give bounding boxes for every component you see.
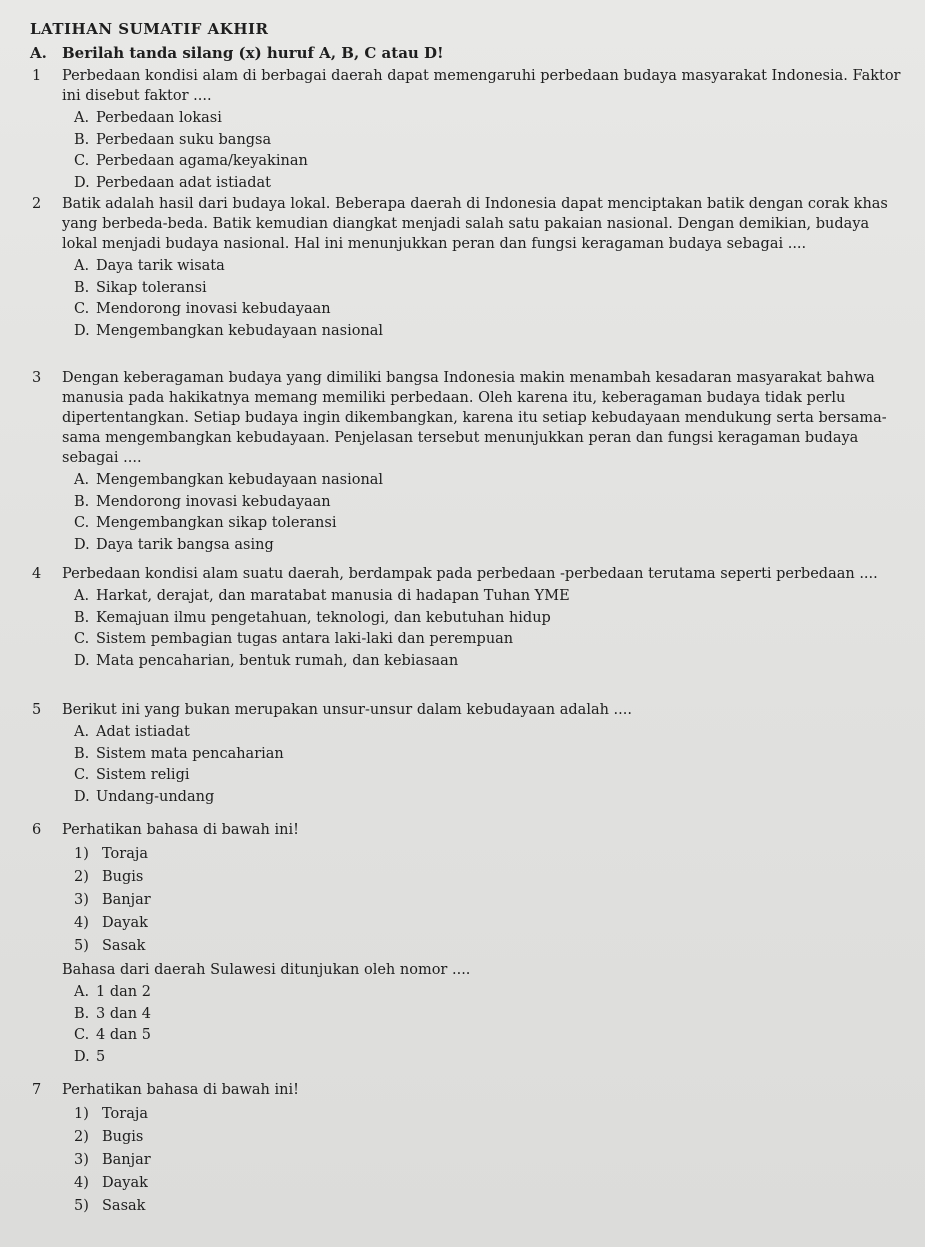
option-label: B. — [74, 131, 90, 148]
question-number: 3 — [32, 370, 42, 386]
option-label: C. — [74, 515, 90, 531]
option-label: C. — [74, 1027, 90, 1043]
option-a[interactable] — [74, 982, 902, 1004]
option-label: A. — [74, 588, 90, 604]
option-label: B. — [74, 1005, 90, 1022]
option-text: Sistem mata pencaharian — [96, 745, 284, 762]
list-label: 4) — [74, 1175, 89, 1191]
question-text: Perbedaan kondisi alam suatu daerah, berdampak pada perbedaan -perbedaan terutama seperti perbedaan .... — [62, 566, 878, 582]
option-label: D. — [74, 652, 90, 669]
option-label: C. — [74, 153, 90, 169]
list-text: Sasak — [102, 1198, 146, 1214]
question-text: Perhatikan bahasa di bawah ini! — [62, 822, 299, 838]
question-6 — [32, 820, 902, 1068]
option-list — [74, 722, 902, 808]
language-list — [74, 1103, 902, 1218]
list-item — [74, 912, 902, 935]
option-d[interactable] — [74, 173, 902, 195]
question-7 — [32, 1080, 902, 1218]
option-text: Mendorong inovasi kebudayaan — [96, 493, 331, 510]
question-1 — [32, 66, 902, 194]
list-text: Bugis — [102, 869, 144, 885]
option-b[interactable] — [74, 1004, 902, 1026]
list-item — [74, 889, 902, 912]
option-text: Perbedaan suku bangsa — [96, 131, 272, 148]
question-text: Perbedaan kondisi alam di berbagai daerah dapat memengaruhi perbedaan budaya masyarakat Indonesia. Faktor ini disebut faktor .... — [62, 68, 901, 104]
option-label: B. — [74, 745, 90, 762]
question-number: 6 — [32, 822, 42, 838]
option-label: A. — [74, 258, 90, 274]
list-item — [74, 1149, 902, 1172]
section-letter: A. — [30, 44, 47, 62]
option-a[interactable] — [74, 256, 902, 278]
list-item — [74, 1103, 902, 1126]
option-label: D. — [74, 322, 90, 339]
list-text: Banjar — [102, 892, 151, 908]
list-label: 4) — [74, 915, 89, 931]
list-item — [74, 1172, 902, 1195]
question-number: 2 — [32, 196, 42, 212]
option-c[interactable] — [74, 765, 902, 787]
option-b[interactable] — [74, 608, 902, 630]
followup-question: Bahasa dari daerah Sulawesi ditunjukan oleh nomor .... — [62, 962, 471, 978]
option-text: Kemajuan ilmu pengetahuan, teknologi, dan kebutuhan hidup — [96, 609, 551, 626]
option-text: Sistem religi — [96, 767, 190, 783]
section-instruction — [30, 44, 444, 62]
list-item — [74, 866, 902, 889]
list-label: 1) — [74, 1106, 89, 1122]
option-label: D. — [74, 788, 90, 805]
option-b[interactable] — [74, 278, 902, 300]
question-number: 7 — [32, 1082, 42, 1098]
option-c[interactable] — [74, 1025, 902, 1047]
list-text: Banjar — [102, 1152, 151, 1168]
list-label: 5) — [74, 938, 89, 954]
question-text: Perhatikan bahasa di bawah ini! — [62, 1082, 299, 1098]
option-label: C. — [74, 767, 90, 783]
question-3 — [32, 368, 902, 556]
option-label: D. — [74, 1048, 90, 1065]
option-c[interactable] — [74, 299, 902, 321]
option-a[interactable] — [74, 108, 902, 130]
option-c[interactable] — [74, 151, 902, 173]
list-item — [74, 1195, 902, 1218]
option-c[interactable] — [74, 513, 902, 535]
option-d[interactable] — [74, 787, 902, 809]
question-text: Batik adalah hasil dari budaya lokal. Beberapa daerah di Indonesia dapat menciptakan batik dengan corak khas yang berbeda-beda. Batik kemudian diangkat menjadi salah satu pakaian nasional. Dengan demikian, budaya lokal menjadi budaya nasional. Hal ini menunjukkan peran dan fungsi keragaman budaya sebagai .... — [62, 196, 888, 252]
option-text: Mengembangkan kebudayaan nasional — [96, 322, 384, 339]
option-label: B. — [74, 609, 90, 626]
question-4 — [32, 564, 902, 672]
option-d[interactable] — [74, 1047, 902, 1069]
option-text: Daya tarik wisata — [96, 258, 225, 274]
option-label: D. — [74, 536, 90, 553]
question-text: Berikut ini yang bukan merupakan unsur-unsur dalam kebudayaan adalah .... — [62, 702, 632, 718]
option-text: Perbedaan agama/keyakinan — [96, 153, 308, 169]
option-text: Perbedaan lokasi — [96, 110, 222, 126]
question-text: Dengan keberagaman budaya yang dimiliki bangsa Indonesia makin menambah kesadaran masyarakat bahwa manusia pada hakikatnya memang memiliki perbedaan. Oleh karena itu, keberagaman budaya tidak perlu dipertentangkan. Setiap budaya ingin dikembangkan, karena itu setiap kebudayaan mendukung serta bersama-sama mengembangkan kebudayaan. Penjelasan tersebut menunjukkan peran dan fungsi keragaman budaya sebagai .... — [62, 370, 887, 466]
option-label: C. — [74, 301, 90, 317]
option-label: B. — [74, 493, 90, 510]
option-label: A. — [74, 724, 90, 740]
list-text: Toraja — [102, 846, 148, 862]
option-text: 4 dan 5 — [96, 1027, 151, 1043]
option-text: Mendorong inovasi kebudayaan — [96, 301, 331, 317]
list-label: 5) — [74, 1198, 89, 1214]
option-list — [74, 982, 902, 1068]
list-item — [74, 935, 902, 958]
list-item — [74, 843, 902, 866]
question-2 — [32, 194, 902, 342]
option-label: A. — [74, 110, 90, 126]
option-text: Adat istiadat — [96, 724, 190, 740]
list-label: 1) — [74, 846, 89, 862]
option-b[interactable] — [74, 492, 902, 514]
option-text: Sistem pembagian tugas antara laki-laki dan perempuan — [96, 631, 514, 647]
list-text: Sasak — [102, 938, 146, 954]
list-text: Dayak — [102, 1175, 148, 1191]
question-5 — [32, 700, 902, 808]
option-label: A. — [74, 472, 90, 488]
option-label: A. — [74, 984, 90, 1000]
list-text: Toraja — [102, 1106, 148, 1122]
option-b[interactable] — [74, 744, 902, 766]
option-text: Harkat, derajat, dan maratabat manusia di hadapan Tuhan YME — [96, 588, 570, 604]
option-d[interactable] — [74, 651, 902, 673]
option-label: B. — [74, 279, 90, 296]
option-text: 1 dan 2 — [96, 984, 151, 1000]
option-d[interactable] — [74, 535, 902, 557]
option-list — [74, 108, 902, 194]
option-d[interactable] — [74, 321, 902, 343]
list-text: Bugis — [102, 1129, 144, 1145]
option-c[interactable] — [74, 629, 902, 651]
option-text: 5 — [96, 1048, 106, 1065]
option-list — [74, 256, 902, 342]
question-number: 5 — [32, 702, 42, 718]
list-label: 3) — [74, 1152, 89, 1168]
option-a[interactable] — [74, 586, 902, 608]
question-number: 1 — [32, 68, 42, 84]
option-a[interactable] — [74, 722, 902, 744]
option-text: Daya tarik bangsa asing — [96, 536, 274, 553]
option-text: Undang-undang — [96, 788, 215, 805]
option-b[interactable] — [74, 130, 902, 152]
language-list — [74, 843, 902, 958]
option-list — [74, 470, 902, 556]
page-title: LATIHAN SUMATIF AKHIR — [30, 20, 269, 38]
option-text: Mengembangkan kebudayaan nasional — [96, 472, 384, 488]
list-label: 3) — [74, 892, 89, 908]
option-label: D. — [74, 174, 90, 191]
option-text: Perbedaan adat istiadat — [96, 174, 271, 191]
option-text: Mengembangkan sikap toleransi — [96, 515, 337, 531]
list-item — [74, 1126, 902, 1149]
option-a[interactable] — [74, 470, 902, 492]
option-list — [74, 586, 902, 672]
section-text: Berilah tanda silang (x) huruf A, B, C atau D! — [62, 44, 444, 62]
option-text: Mata pencaharian, bentuk rumah, dan kebiasaan — [96, 652, 459, 669]
list-label: 2) — [74, 1129, 89, 1145]
option-text: Sikap toleransi — [96, 279, 207, 296]
list-label: 2) — [74, 869, 89, 885]
option-label: C. — [74, 631, 90, 647]
question-number: 4 — [32, 566, 42, 582]
option-text: 3 dan 4 — [96, 1005, 151, 1022]
list-text: Dayak — [102, 915, 148, 931]
